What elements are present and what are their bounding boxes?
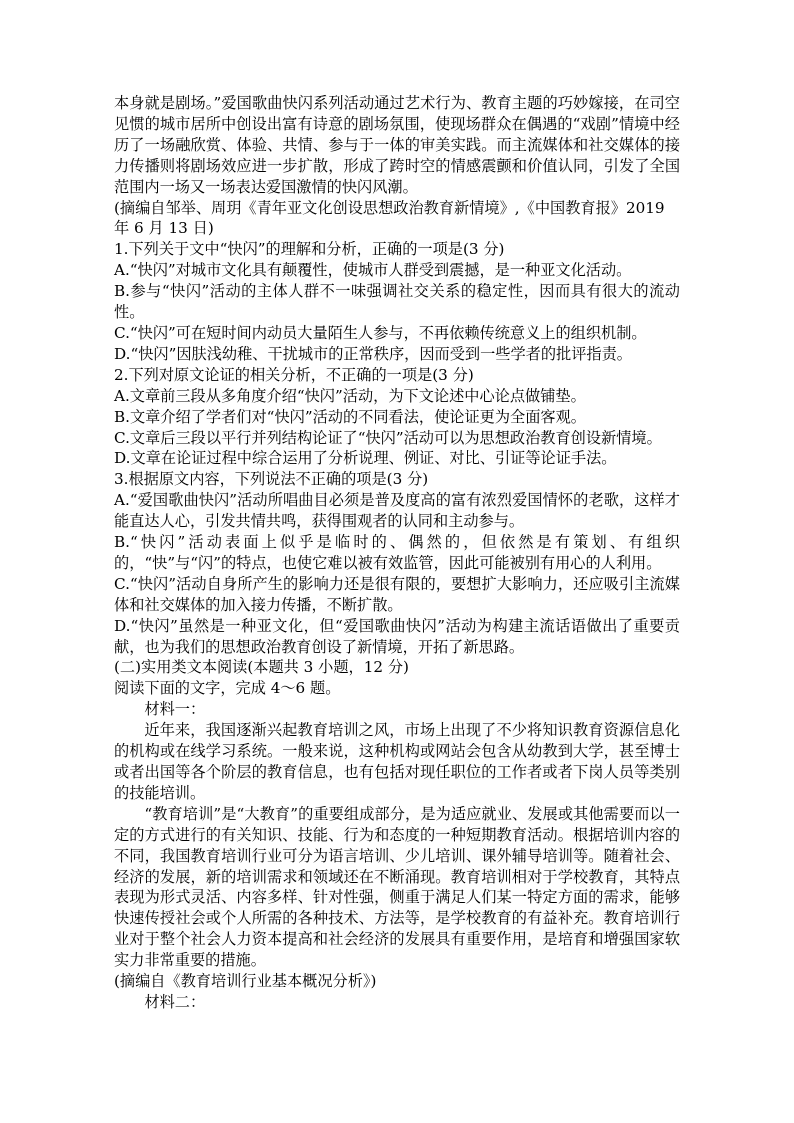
material-1-paragraph-1: 近年来，我国逐渐兴起教育培训之风，市场上出现了不少将知识教育资源信息化的机构或在线学习系统。一般来说，这种机构或网站会包含从幼教到大学，甚至博士或者出国等各个阶层的教育信息，也有包括对现任职位的工作者或者下岗人员等类别的技能培训。: [114, 721, 680, 802]
question-1: [114, 239, 680, 364]
section-2-instruction: 阅读下面的文字，完成 4～6 题。: [114, 679, 341, 698]
question-2-option-c: C.文章后三段以平行并列结构论证了“快闪”活动可以为思想政治教育创设新情境。: [114, 428, 662, 447]
question-2-option-d: D.文章在论证过程中综合运用了分析说理、例证、对比、引证等论证手法。: [114, 449, 617, 468]
question-1-option-a: A.“快闪”对城市文化具有颠覆性，使城市人群受到震撼，是一种亚文化活动。: [114, 261, 632, 280]
question-3-stem: 3.根据原文内容，下列说法不正确的项是(3 分): [114, 470, 429, 489]
question-2-stem: 2.下列对原文论证的相关分析，不正确的一项是(3 分): [114, 365, 474, 384]
source-citation-line2: 年 6 月 13 日): [114, 219, 214, 238]
question-1-option-c: C.“快闪”可在短时间内动员大量陌生人参与，不再依赖传统意义上的组织机制。: [114, 323, 647, 342]
material-1-paragraph-2: “教育培训”是“大教育”的重要组成部分，是为适应就业、发展或其他需要而以一定的方式进行的有关知识、技能、行为和态度的一种短期教育活动。根据培训内容的不同，我国教育培训行业可分为语言培训、少儿培训、课外辅导培训等。随着社会、经济的发展，新的培训需求和领域还在不断涌现。教育培训相对于学校教育，其特点表现为形式灵活、内容多样、针对性强，侧重于满足人们某一特定方面的需求，能够快速传授社会或个人所需的各种技术、方法等，是学校教育的有益补充。教育培训行业对于整个社会人力资本提高和社会经济的发展具有重要作用，是培育和增强国家软实力非常重要的措施。: [114, 804, 680, 970]
section-2-heading: (二)实用类文本阅读(本题共 3 小题，12 分): [114, 658, 409, 677]
material-2-title: 材料二：: [144, 992, 206, 1011]
section-2: [114, 657, 680, 1012]
question-1-option-b: B.参与“快闪”活动的主体人群不一味强调社交关系的稳定性，因而具有很大的流动性。: [114, 282, 680, 322]
question-1-option-d: D.“快闪”因肤浅幼稚、干扰城市的正常秩序，因而受到一些学者的批评指责。: [114, 344, 632, 363]
question-3-option-d: D.“快闪”虽然是一种亚文化，但“爱国歌曲快闪”活动为构建主流话语做出了重要贡献，也为我们的思想政治教育创设了新情境，开拓了新思路。: [114, 616, 680, 656]
question-2: [114, 365, 680, 470]
question-3-option-c: C.“快闪”活动自身所产生的影响力还是很有限的，要想扩大影响力，还应吸引主流媒体和社交媒体的加入接力传播，不断扩散。: [114, 574, 680, 614]
question-2-option-a: A.文章前三段从多角度介绍“快闪”活动，为下文论述中心论点做铺垫。: [114, 386, 586, 405]
question-3: [114, 469, 680, 657]
question-2-option-b: B.文章介绍了学者们对“快闪”活动的不同看法，使论证更为全面客观。: [114, 407, 586, 426]
question-1-stem: 1.下列关于文中“快闪”的理解和分析，正确的一项是(3 分): [114, 240, 505, 259]
intro-paragraph: 本身就是剧场。”爱国歌曲快闪系列活动通过艺术行为、教育主题的巧妙嫁接，在司空见惯的城市居所中创设出富有诗意的剧场氛围，使现场群众在偶遇的“戏剧”情境中经历了一场融欣赏、体验、共情、参与于一体的审美实践。而主流媒体和社交媒体的接力传播则将剧场效应进一步扩散，形成了跨时空的情感震颤和价值认同，引发了全国范围内一场又一场表达爱国激情的快闪风潮。: [114, 94, 680, 196]
question-3-option-b: B.“快闪”活动表面上似乎是临时的、偶然的，但依然是有策划、有组织的，“快”与“闪”的特点，也使它难以被有效监管，因此可能被别有用心的人利用。: [114, 533, 680, 572]
question-3-option-a: A.“爱国歌曲快闪”活动所唱曲目必须是普及度高的富有浓烈爱国情怀的老歌，这样才能直达人心，引发共情共鸣，获得围观者的认同和主动参与。: [114, 491, 680, 531]
source-citation-line1: (摘编自邹举、周玥《青年亚文化创设思想政治教育新情境》,《中国教育报》2019: [114, 198, 665, 217]
material-1-title: 材料一：: [144, 700, 206, 719]
material-1-source: (摘编自《教育培训行业基本概况分析》): [114, 972, 377, 991]
document-page: [114, 93, 680, 1013]
